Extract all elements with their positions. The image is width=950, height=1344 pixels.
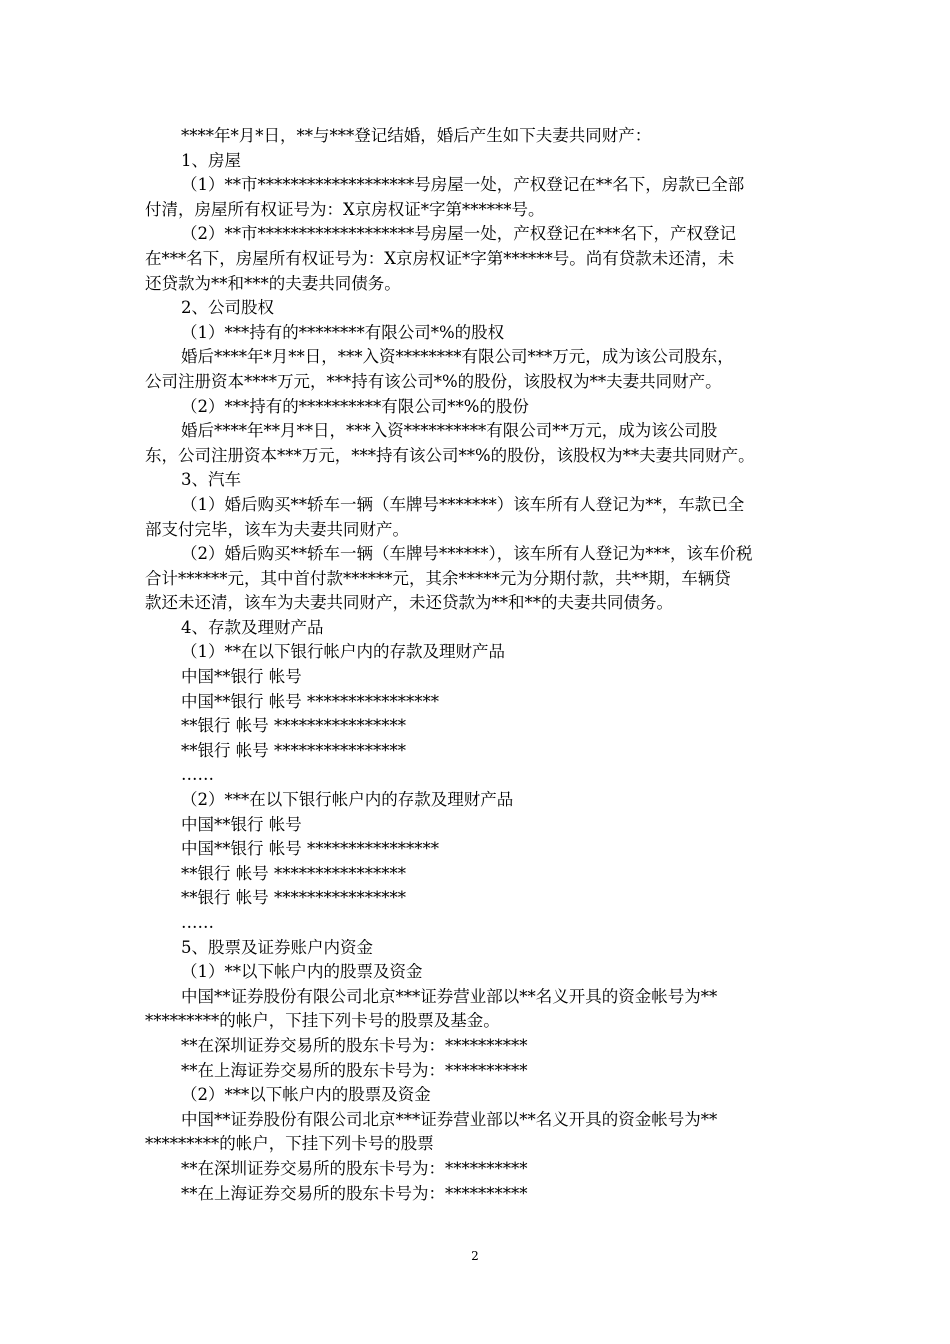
text-line: **在深圳证券交易所的股东卡号为：********** [181, 1158, 528, 1178]
text-line: *********的帐户，下挂下列卡号的股票及基金。 [145, 1011, 500, 1031]
text-line: （1）婚后购买**轿车一辆（车牌号*******）该车所有人登记为**，车款已全 [181, 494, 745, 514]
text-line: 4、存款及理财产品 [181, 617, 324, 637]
text-line: 中国**银行 帐号 [181, 667, 302, 687]
text-line: 中国**银行 帐号 **************** [181, 691, 439, 711]
text-line: **在深圳证券交易所的股东卡号为：********** [181, 1035, 528, 1055]
text-line: （2）***在以下银行帐户内的存款及理财产品 [181, 790, 514, 810]
text-line: **银行 帐号 **************** [181, 863, 406, 883]
text-line: *********的帐户，下挂下列卡号的股票 [145, 1134, 434, 1154]
text-line: 3、汽车 [181, 470, 241, 490]
text-line: （2）***以下帐户内的股票及资金 [181, 1085, 431, 1105]
text-line: （2）**市*******************号房屋一处，产权登记在***名下，产权登记 [181, 224, 736, 244]
text-line: 部支付完毕，该车为夫妻共同财产。 [145, 519, 409, 539]
text-line: 中国**证券股份有限公司北京***证券营业部以**名义开具的资金帐号为** [181, 986, 718, 1006]
text-line: （1）**在以下银行帐户内的存款及理财产品 [181, 642, 505, 662]
text-line: **银行 帐号 **************** [181, 740, 406, 760]
text-line: （2）婚后购买**轿车一辆（车牌号******），该车所有人登记为***，该车价税 [181, 544, 753, 564]
text-line: 中国**银行 帐号 [181, 814, 302, 834]
text-line: **银行 帐号 **************** [181, 888, 406, 908]
text-line: （2）***持有的**********有限公司**%的股份 [181, 396, 529, 416]
text-line: 公司注册资本****万元，***持有该公司*%的股份，该股权为**夫妻共同财产。 [145, 371, 722, 391]
text-line: 款还未还清，该车为夫妻共同财产，未还贷款为**和**的夫妻共同债务。 [145, 593, 673, 613]
text-line: 在***名下，房屋所有权证号为：X京房权证*字第******号。尚有贷款未还清，未 [145, 248, 735, 268]
text-line: ****年*月*日，**与***登记结婚，婚后产生如下夫妻共同财产： [181, 126, 652, 145]
text-line: 1、房屋 [181, 150, 241, 170]
text-line: 中国**银行 帐号 **************** [181, 839, 439, 859]
document-body [145, 124, 813, 1206]
text-line: 付清，房屋所有权证号为：X京房权证*字第******号。 [145, 199, 545, 219]
text-line: （1）**市*******************号房屋一处，产权登记在**名下，房款已全部 [181, 175, 745, 195]
text-line: **在上海证券交易所的股东卡号为：********** [181, 1183, 528, 1203]
text-line: 东，公司注册资本***万元，***持有该公司**%的股份，该股权为**夫妻共同财产。 [145, 445, 755, 465]
text-line: 合计******元，其中首付款******元，其余*****元为分期付款，共**期，车辆贷 [145, 568, 731, 588]
text-line: 婚后****年*月**日，***入资********有限公司***万元，成为该公司股东， [181, 347, 734, 367]
text-line: 还贷款为**和***的夫妻共同债务。 [145, 273, 401, 293]
page-number: 2 [471, 1249, 479, 1263]
text-line: （1）***持有的********有限公司*%的股权 [181, 322, 505, 342]
text-line: **在上海证券交易所的股东卡号为：********** [181, 1060, 528, 1080]
text-line: 2、公司股权 [181, 298, 274, 318]
text-line: **银行 帐号 **************** [181, 716, 406, 736]
text-line: （1）**以下帐户内的股票及资金 [181, 962, 423, 982]
text-line: …… [181, 913, 214, 932]
text-line: 中国**证券股份有限公司北京***证券营业部以**名义开具的资金帐号为** [181, 1109, 718, 1129]
text-line: …… [181, 765, 214, 785]
text-line: 5、股票及证券账户内资金 [181, 937, 373, 957]
text-line: 婚后****年**月**日，***入资**********有限公司**万元，成为该公司股 [181, 421, 718, 441]
